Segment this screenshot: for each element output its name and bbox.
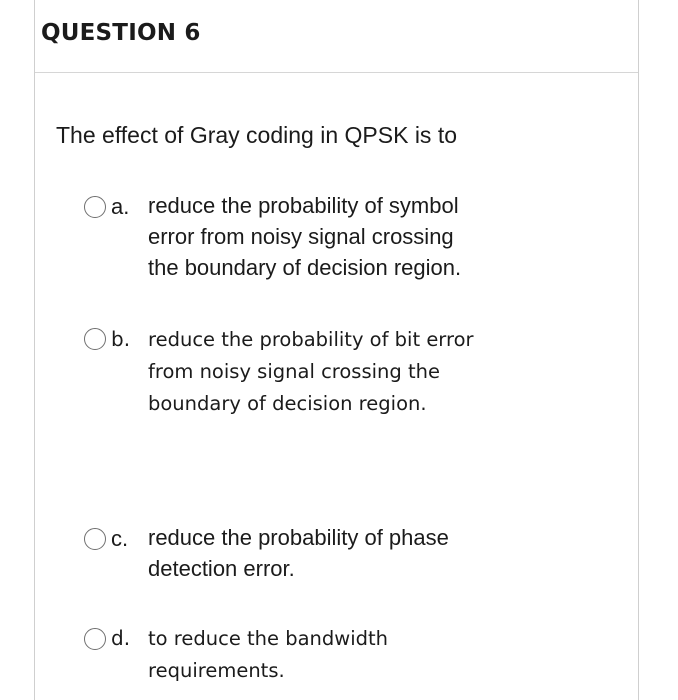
option-letter-a: a.	[111, 194, 130, 219]
question-prompt: The effect of Gray coding in QPSK is to	[56, 122, 457, 148]
header-divider	[35, 72, 638, 73]
option-text-b[interactable]: reduce the probability of bit error from noisy signal crossing the boundary of decision region.	[148, 328, 474, 415]
option-letter-c: c.	[111, 526, 129, 551]
radio-button-c[interactable]	[84, 528, 106, 550]
radio-button-b[interactable]	[84, 328, 106, 350]
option-letter-d: d.	[111, 626, 131, 650]
panel-right-border	[638, 0, 639, 700]
radio-button-d[interactable]	[84, 628, 106, 650]
option-text-a[interactable]: reduce the probability of symbol error from noisy signal crossing the boundary of decision region.	[148, 193, 462, 280]
option-letter-b: b.	[111, 327, 131, 351]
question-title: QUESTION 6	[41, 20, 201, 46]
panel-left-border	[34, 0, 35, 700]
radio-button-a[interactable]	[84, 196, 106, 218]
option-text-c[interactable]: reduce the probability of phase detection error.	[148, 525, 449, 581]
option-text-d[interactable]: to reduce the bandwidth requirements.	[148, 627, 389, 682]
